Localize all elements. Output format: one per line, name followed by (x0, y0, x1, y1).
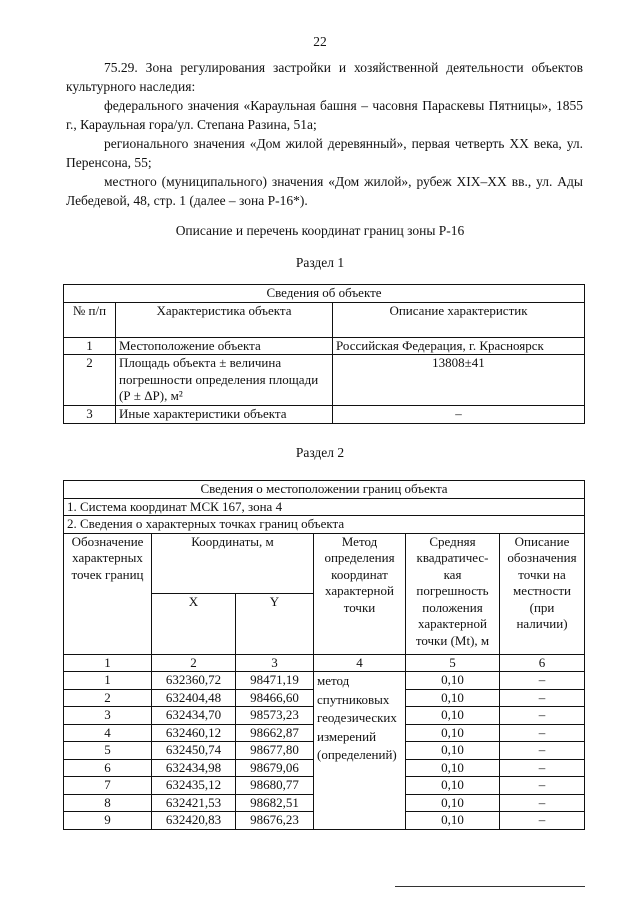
header-description: Описание характеристик (333, 302, 585, 337)
boundary-points-table (63, 480, 585, 830)
header-point-description: Описание обозначения точки на местности (при наличии) (500, 533, 585, 654)
points-title: 2. Сведения о характерных точках границ объекта (64, 516, 585, 534)
method-cell: метод спутниковых геодезических измерений (определений) (314, 672, 406, 830)
paragraph-federal: федерального значения «Караульная башня – часовня Параскевы Пятницы», 1855 г., Караульная гора/ул. Степана Разина, 51а; (66, 98, 583, 132)
table-row: 5 632450,74 98677,80 0,10 – (64, 742, 585, 760)
header-designation: Обозначение характерных точек границ (64, 533, 152, 654)
document-heading: Описание и перечень координат границ зоны Р-16 (175, 223, 465, 238)
header-characteristic: Характеристика объекта (116, 302, 333, 337)
header-num: № п/п (64, 302, 116, 337)
table-row: 1 Местоположение объекта Российская Федерация, г. Красноярск (64, 337, 585, 355)
table-row: 7 632435,12 98680,77 0,10 – (64, 777, 585, 795)
table-row: 3 632434,70 98573,23 0,10 – (64, 707, 585, 725)
header-coordinates: Координаты, м (152, 533, 314, 594)
header-error: Средняя квадратичес-кая погрешность положения характерной точки (Mt), м (406, 533, 500, 654)
table-row: 2 632404,48 98466,60 0,10 – (64, 689, 585, 707)
section-2-title: Раздел 2 (295, 445, 345, 460)
page-number: 22 (313, 34, 327, 49)
table-row: 3 Иные характеристики объекта – (64, 406, 585, 424)
table-row: 9 632420,83 98676,23 0,10 – (64, 812, 585, 830)
column-number-row: 1 2 3 4 5 6 (64, 654, 585, 672)
table-row: 8 632421,53 98682,51 0,10 – (64, 794, 585, 812)
header-y: Y (236, 594, 314, 655)
table-row: 2 Площадь объекта ± величина погрешности определения площади (Р ± ΔР), м² 13808±41 (64, 355, 585, 406)
table-row: 1 632360,72 98471,19 метод спутниковых геодезических измерений (определений) 0,10 – (64, 672, 585, 690)
header-method: Метод определения координат характерной точки (314, 533, 406, 654)
object-info-caption: Сведения об объекте (64, 285, 585, 303)
location-caption: Сведения о местоположении границ объекта (64, 481, 585, 499)
paragraph-local: местного (муниципального) значения «Дом жилой», рубеж XIX–XX вв., ул. Ады Лебедевой, 48, стр. 1 (далее – зона Р-16*). (66, 174, 583, 208)
paragraph-regional: регионального значения «Дом жилой деревянный», первая четверть XX века, ул. Перенсона, 55; (66, 136, 583, 170)
section-1-title: Раздел 1 (295, 255, 345, 270)
table-row: 4 632460,12 98662,87 0,10 – (64, 724, 585, 742)
header-x: X (152, 594, 236, 655)
paragraph-zone-title: 75.29. Зона регулирования застройки и хозяйственной деятельности объектов культурного наследия: (66, 60, 583, 94)
table-row: 6 632434,98 98679,06 0,10 – (64, 759, 585, 777)
object-info-table (63, 284, 585, 424)
coordinate-system: 1. Система координат МСК 167, зона 4 (64, 498, 585, 516)
footer-rule (395, 886, 585, 887)
